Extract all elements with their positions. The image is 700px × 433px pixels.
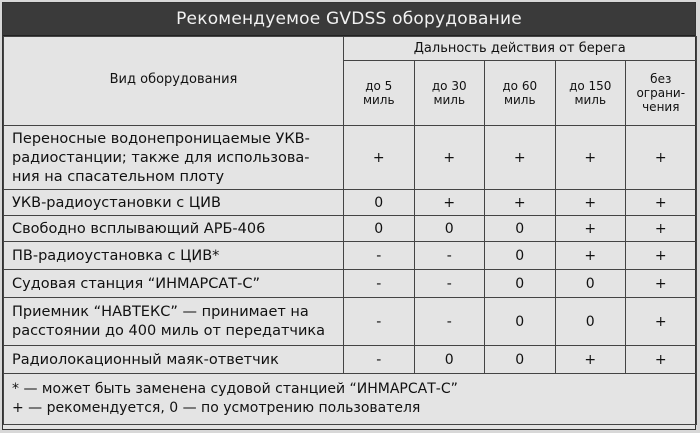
header-range: Дальность действия от берега [344, 37, 697, 61]
equipment-table [3, 36, 697, 425]
value-cell: + [485, 190, 556, 216]
header-distance-line: чения [642, 100, 680, 115]
value-cell: + [626, 298, 697, 346]
equipment-name-line: УКВ-радиоустановки с ЦИВ [12, 194, 221, 211]
table-title: Рекомендуемое GVDSS оборудование [3, 3, 695, 36]
value-cell: 0 [555, 270, 626, 298]
value-cell: + [485, 126, 556, 190]
value-cell: 0 [414, 216, 485, 242]
equipment-name-line: ПВ-радиоустановка с ЦИВ* [12, 247, 220, 264]
value-cell: + [626, 346, 697, 374]
value-cell: + [555, 346, 626, 374]
value-cell: + [344, 126, 415, 190]
document-page [2, 2, 696, 430]
header-distance-unlimited [626, 61, 697, 126]
header-distance-30 [414, 61, 485, 126]
header-distance-line: миль [433, 93, 466, 108]
equipment-name [4, 346, 344, 374]
value-cell: + [626, 270, 697, 298]
header-distance-line: до 150 [569, 79, 612, 94]
header-distance-line: миль [503, 93, 536, 108]
footnotes [4, 374, 697, 425]
equipment-name-line: Приемник “НАВТЕКС” — принимает на [12, 304, 309, 320]
table-row [4, 190, 697, 216]
equipment-name [4, 270, 344, 298]
value-cell: 0 [414, 346, 485, 374]
header-distance-line: ограни- [636, 86, 686, 101]
value-cell: + [555, 190, 626, 216]
equipment-name-line: Переносные водонепроницаемые УКВ- [12, 130, 310, 147]
value-cell: - [414, 270, 485, 298]
equipment-name-line: Судовая станция “ИНМАРСАТ-С” [12, 275, 260, 292]
equipment-name-line: расстоянии до 400 миль от передатчика [12, 323, 326, 339]
value-cell: - [414, 242, 485, 270]
table-row [4, 126, 697, 190]
header-distance-line: без [650, 72, 672, 87]
header-distance-line: до 60 [502, 79, 538, 94]
value-cell: - [414, 298, 485, 346]
value-cell: + [626, 190, 697, 216]
table-row [4, 242, 697, 270]
value-cell: 0 [485, 298, 556, 346]
value-cell: 0 [485, 346, 556, 374]
equipment-name [4, 190, 344, 216]
value-cell: 0 [485, 242, 556, 270]
table-row [4, 346, 697, 374]
header-distance-line: до 30 [431, 79, 467, 94]
header-row-1 [4, 37, 697, 61]
equipment-name [4, 216, 344, 242]
table-row [4, 298, 697, 346]
header-distance-150 [555, 61, 626, 126]
value-cell: 0 [555, 298, 626, 346]
value-cell: + [414, 190, 485, 216]
value-cell: + [626, 216, 697, 242]
equipment-name-line: Радиолокационный маяк-ответчик [12, 351, 279, 368]
value-cell: - [344, 346, 415, 374]
footnote-row [4, 374, 697, 425]
footnote-asterisk: * — может быть заменена судовой станцией “ИНМАРСАТ-С” [12, 381, 458, 397]
value-cell: + [555, 216, 626, 242]
equipment-name-line: радиостанции; также для использова- [12, 149, 310, 166]
value-cell: + [414, 126, 485, 190]
value-cell: 0 [344, 190, 415, 216]
header-distance-line: до 5 [365, 79, 393, 94]
table-row [4, 216, 697, 242]
footnote-legend: + — рекомендуется, 0 — по усмотрению пользователя [12, 400, 421, 416]
equipment-name [4, 298, 344, 346]
value-cell: + [555, 242, 626, 270]
value-cell: + [626, 126, 697, 190]
value-cell: + [555, 126, 626, 190]
value-cell: 0 [344, 216, 415, 242]
value-cell: 0 [485, 270, 556, 298]
header-distance-line: миль [362, 93, 395, 108]
value-cell: - [344, 270, 415, 298]
value-cell: - [344, 242, 415, 270]
header-distance-60 [485, 61, 556, 126]
table-row [4, 270, 697, 298]
value-cell: + [626, 242, 697, 270]
header-equipment: Вид оборудования [4, 37, 344, 126]
value-cell: 0 [485, 216, 556, 242]
equipment-name [4, 126, 344, 190]
value-cell: - [344, 298, 415, 346]
equipment-name [4, 242, 344, 270]
equipment-name-line: Свободно всплывающий АРБ-406 [12, 220, 266, 237]
header-distance-line: миль [574, 93, 607, 108]
equipment-name-line: ния на спасательном плоту [12, 168, 225, 185]
header-distance-5 [344, 61, 415, 126]
